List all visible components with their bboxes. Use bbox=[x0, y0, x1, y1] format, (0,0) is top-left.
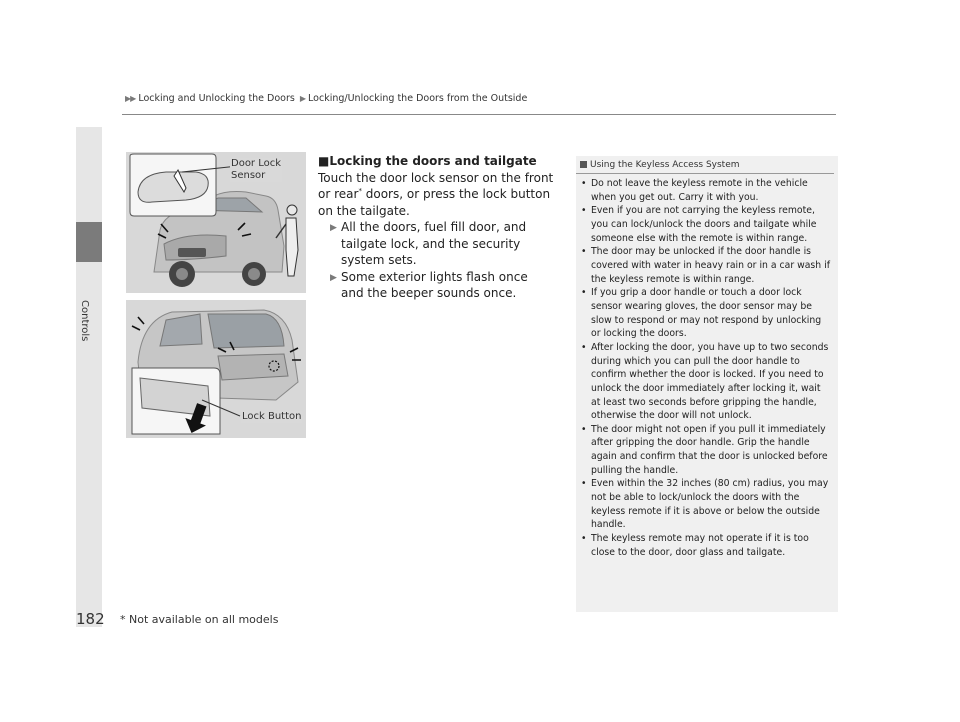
result-item bbox=[330, 219, 554, 269]
list-item: • Do not leave the keyless remote in the vehicle when you get out. Carry it with you. bbox=[581, 177, 831, 204]
main-content bbox=[318, 153, 554, 302]
list-item: • The door may be unlocked if the door handle is covered with water in heavy rain or in a car wash if the keyless remote is within range. bbox=[581, 245, 831, 286]
list-item: • The door might not open if you pull it immediately after gripping the door handle. Grip the handle again and confirm that the door is unlocked before pulling the handle. bbox=[581, 423, 831, 478]
breadcrumb-arrow-icon: ▶▶ bbox=[125, 94, 136, 103]
note-title-text[interactable]: Using the Keyless Access System bbox=[590, 160, 740, 170]
breadcrumb bbox=[125, 93, 527, 104]
note-list bbox=[581, 177, 831, 559]
section-intro bbox=[318, 170, 554, 220]
side-tab bbox=[76, 127, 102, 627]
list-item: • The keyless remote may not operate if it is too close to the door, door glass and tailgate. bbox=[581, 532, 831, 559]
lock-button-label: Lock Button bbox=[242, 411, 302, 422]
lock-button-figure bbox=[126, 300, 306, 438]
note-title bbox=[576, 160, 838, 170]
note-box bbox=[576, 156, 838, 612]
footnote-marker: * bbox=[358, 187, 362, 195]
result-arrow-icon: ▶ bbox=[330, 223, 337, 233]
breadcrumb-item[interactable]: Locking/Unlocking the Doors from the Outside bbox=[308, 93, 528, 104]
list-item: • After locking the door, you have up to two seconds during which you can pull the door handle to confirm whether the door is locked. If you need to unlock the door immediately after locking it, wait at least two seconds before gripping the handle, otherwise the door will not unlock. bbox=[581, 341, 831, 423]
note-square-icon bbox=[580, 161, 587, 168]
intro-text: Touch the door lock sensor on the front or rear bbox=[318, 170, 554, 201]
footnote: * Not available on all models bbox=[120, 613, 279, 626]
list-item: • If you grip a door handle or touch a door lock sensor wearing gloves, the door sensor may be slow to respond or may not respond by unlocking or locking the doors. bbox=[581, 286, 831, 341]
note-rule bbox=[576, 173, 834, 174]
page-number: 182 bbox=[76, 610, 105, 628]
list-item: • Even within the 32 inches (80 cm) radius, you may not be able to lock/unlock the doors with the keyless remote if it is above or below the outside handle. bbox=[581, 477, 831, 532]
result-text: All the doors, fuel fill door, and tailgate lock, and the security system sets. bbox=[341, 220, 527, 267]
breadcrumb-arrow-icon: ▶ bbox=[299, 94, 306, 103]
side-tab-label[interactable]: Controls bbox=[79, 300, 90, 342]
header-rule bbox=[122, 114, 836, 115]
side-tab-marker bbox=[76, 222, 102, 262]
result-text: Some exterior lights flash once and the beeper sounds once. bbox=[341, 269, 528, 300]
section-heading: ■Locking the doors and tailgate bbox=[318, 154, 537, 168]
door-lock-sensor-figure bbox=[126, 152, 306, 293]
list-item: • Even if you are not carrying the keyless remote, you can lock/unlock the doors and tailgate while someone else with the remote is within range. bbox=[581, 204, 831, 245]
breadcrumb-item[interactable]: Locking and Unlocking the Doors bbox=[138, 93, 295, 104]
door-lock-sensor-label: Door Lock Sensor bbox=[231, 158, 282, 181]
result-arrow-icon: ▶ bbox=[330, 272, 337, 283]
result-item bbox=[330, 269, 554, 302]
intro-text-cont: doors, or press the lock button on the tailgate. bbox=[318, 187, 551, 218]
